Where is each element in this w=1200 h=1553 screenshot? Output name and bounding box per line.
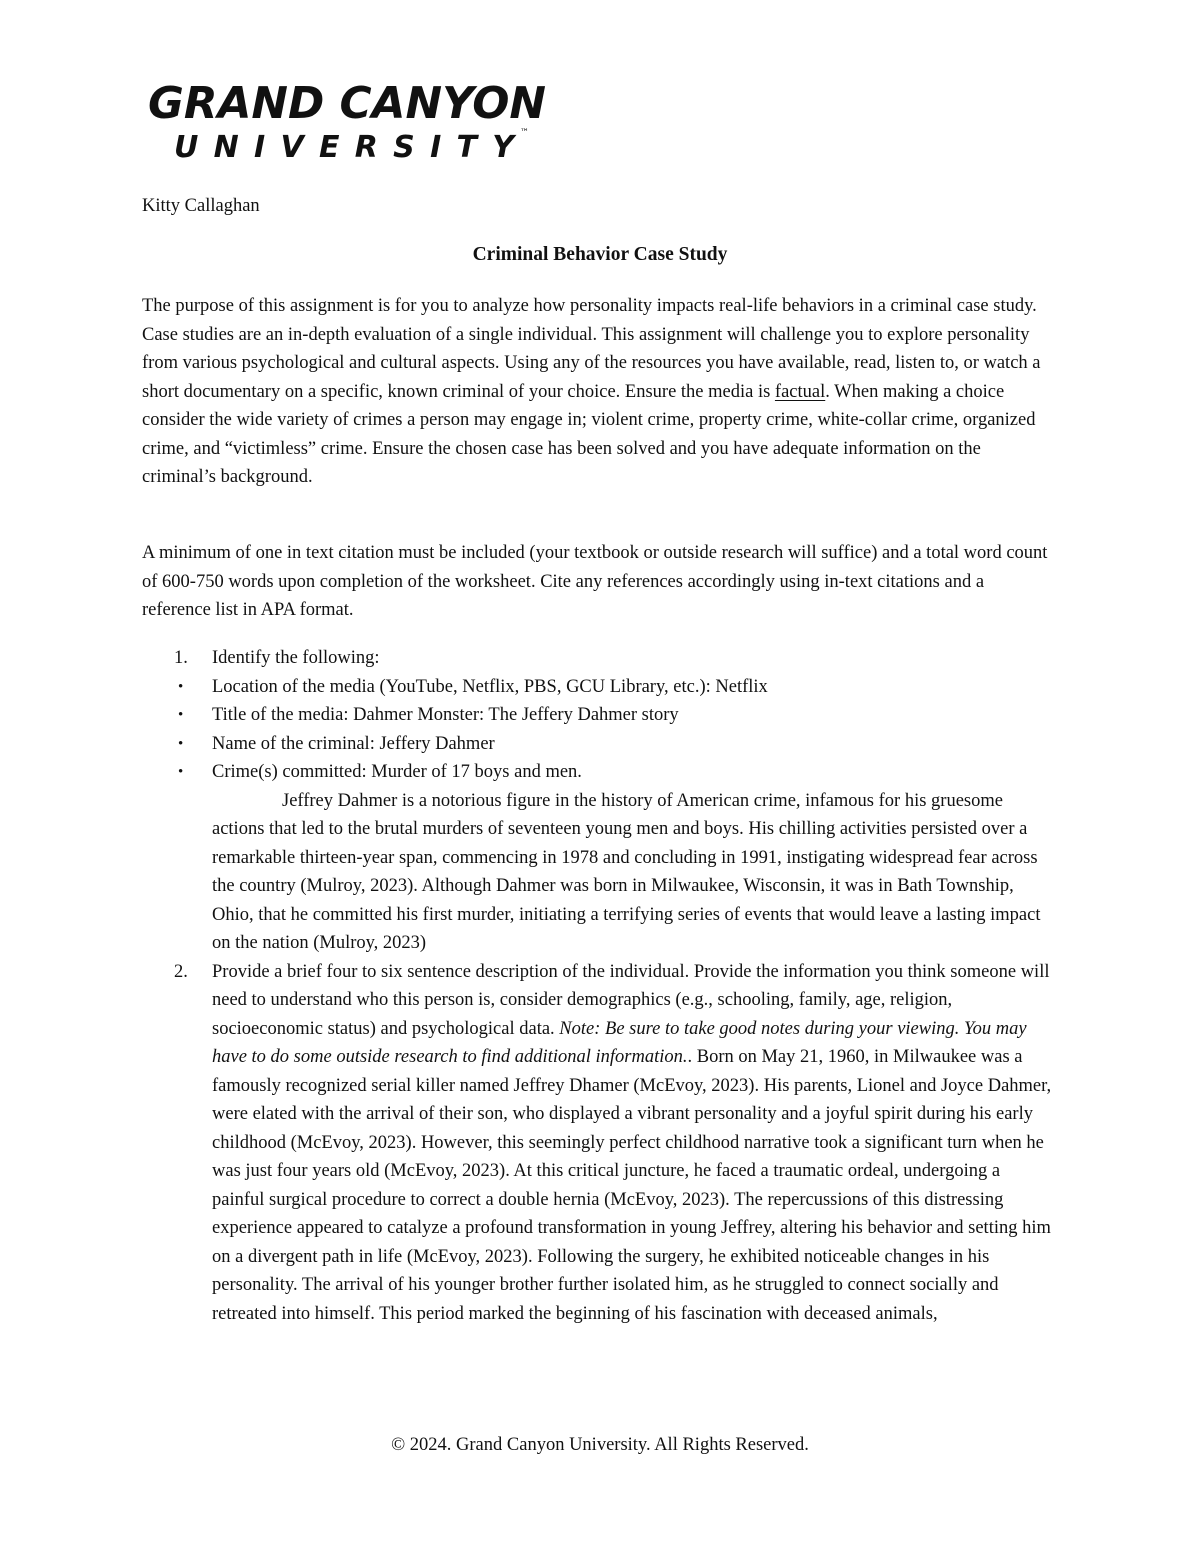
bullet-item-location — [142, 673, 1057, 702]
logo-trademark: ™ — [520, 128, 529, 138]
factual-underlined: factual — [774, 381, 826, 402]
item2-answer: . Born on May 21, 1960, in Milwaukee was a famously recognized serial killer named Jeffrey Dhamer (McEvoy, 2023). His parents, Lionel and Joyce Dahmer, were elated with the arrival of their son, who displayed a vibrant personality and a joyful spirit during his early childhood (McEvoy, 2023). However, this seemingly perfect childhood narrative took a significant turn when he was just four years old (McEvoy, 2023). At this critical juncture, he faced a traumatic ordeal, undergoing a painful surgical procedure to correct a double hernia (McEvoy, 2023). The repercussions of this distressing experience appeared to catalyze a profound transformation in young Jeffrey, altering his behavior and setting him on a divergent path in life (McEvoy, 2023). Following the surgery, he exhibited noticeable changes in his personality. The arrival of his younger brother further isolated him, as he struggled to connect socially and retreated into himself. This period marked the beginning of his fascination with deceased animals, — [212, 1047, 1052, 1324]
bullet-icon: • — [178, 764, 184, 780]
logo-wordmark — [148, 80, 548, 160]
copyright-footer: © 2024. Grand Canyon University. All Rights Reserved. — [391, 1435, 809, 1455]
bullet-item-criminal — [142, 730, 1057, 759]
crime-answer-text: Jeffrey Dahmer is a notorious figure in the history of American crime, infamous for his gruesome actions that led to the brutal murders of seventeen young men and boys. His chilling activities persisted over a remarkable thirteen-year span, commencing in 1978 and concluding in 1991, instigating widespread fear across the country (Mulroy, 2023). Although Dahmer was born in Milwaukee, Wisconsin, it was in Bath Township, Ohio, that he committed his first murder, initiating a terrifying series of events that would leave a lasting impact on the nation (Mulroy, 2023) — [212, 790, 1041, 953]
bullet-text: Title of the media: Dahmer Monster: The Jeffery Dahmer story — [212, 705, 679, 725]
question-list — [142, 644, 1057, 1328]
bullet-item-title — [142, 701, 1057, 730]
requirements-paragraph: A minimum of one in text citation must be included (your textbook or outside research will suffice) and a total word count of 600-750 words upon completion of the worksheet. Cite any references accordingly using in-text citations and a reference list in APA format. — [142, 543, 1048, 620]
bullet-text: Location of the media (YouTube, Netflix, PBS, GCU Library, etc.): Netflix — [212, 676, 768, 697]
bullet-text: Crime(s) committed: Murder of 17 boys and men. — [212, 762, 582, 782]
document-title: Criminal Behavior Case Study — [472, 244, 728, 265]
intro-paragraph — [142, 292, 1057, 492]
item2-note: Note: Be sure to take good notes during your viewing. You may have to do some outside research to find additional information. — [212, 1018, 1027, 1067]
list-number: 2. — [174, 961, 188, 982]
list-item-text: Identify the following: — [212, 648, 380, 668]
author-name: Kitty Callaghan — [142, 196, 260, 216]
intro-text-a: The purpose of this assignment is for you to analyze how personality impacts real-life behaviors in a criminal case study. Case studies are an in-depth evaluation of a single individual. This assignment will challenge you to explore personality from various psychological and cultural aspects. Using any of the resources you have available, read, listen to, or watch a short documentary on a specific, known criminal of your choice. Ensure the media is — [142, 296, 1041, 402]
logo-line1: GRAND CANYON — [148, 80, 546, 129]
list-number: 1. — [174, 648, 188, 668]
bullet-item-crimes — [142, 758, 1057, 787]
bullet-icon: • — [178, 735, 184, 752]
bullet-text: Name of the criminal: Jeffery Dahmer — [212, 733, 495, 754]
list-item-1 — [142, 644, 1057, 673]
university-logo — [148, 80, 548, 160]
item2-prompt: Provide a brief four to six sentence description of the individual. Provide the information you think someone will need to understand who this person is, consider demographics (e.g., schooling, family, age, religion, socioeconomic status) and psychological data. — [212, 961, 1050, 1039]
crime-answer-paragraph — [142, 787, 1057, 958]
list-item-2 — [142, 958, 1057, 1329]
bullet-icon: • — [178, 678, 184, 695]
bullet-icon: • — [178, 707, 184, 723]
logo-line2: UNIVERSITY — [174, 130, 514, 160]
intro-text-b: . When making a choice consider the wide variety of crimes a person may engage in; violent crime, property crime, white-collar crime, organized crime, and “victimless” crime. Ensure the chosen case has been solved and you have adequate information on the criminal’s background. — [142, 381, 1036, 487]
